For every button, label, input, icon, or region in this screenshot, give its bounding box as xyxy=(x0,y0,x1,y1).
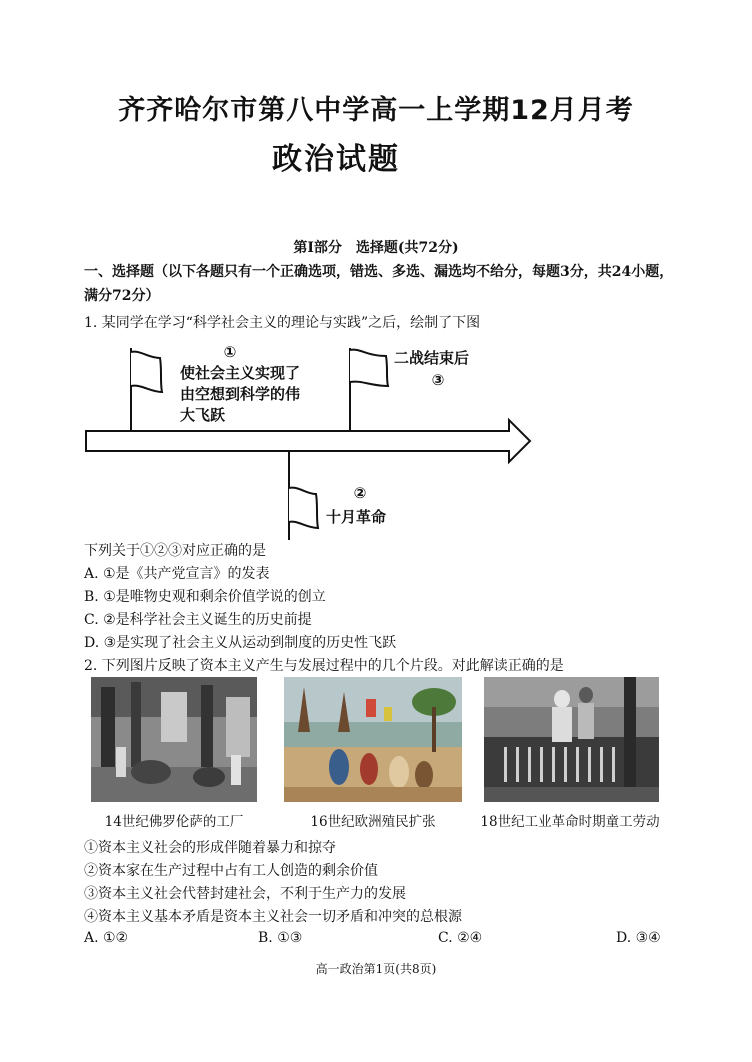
q2-stem: 2. 下列图片反映了资本主义产生与发展过程中的几个片段。对此解读正确的是 xyxy=(84,658,564,674)
timeline-arrow xyxy=(86,420,530,462)
q1-option-c: C. ②是科学社会主义诞生的历史前提 xyxy=(84,612,312,628)
photo-colonial-expansion xyxy=(284,677,462,802)
q2-option-d: D. ③④ xyxy=(616,930,661,946)
q2-option-a: A. ①② xyxy=(84,930,129,946)
q1-option-a: A. ①是《共产党宣言》的发表 xyxy=(84,566,270,582)
photo-child-labour xyxy=(484,677,659,802)
photo-florence-factory xyxy=(91,677,257,802)
part-heading: 第Ⅰ部分 选择题(共72分) xyxy=(293,240,459,256)
exam-title: 齐齐哈尔市第八中学高一上学期12月月考 xyxy=(118,95,634,126)
q2-statement-2: ②资本家在生产过程中占有工人创造的剩余价值 xyxy=(84,863,378,879)
flag3-number: ③ xyxy=(431,371,445,389)
q2-option-b: B. ①③ xyxy=(258,930,303,946)
page-footer: 高一政治第1页(共8页) xyxy=(315,962,437,976)
q2-statement-3: ③资本主义社会代替封建社会，不利于生产力的发展 xyxy=(84,886,406,902)
flag1-banner xyxy=(131,352,162,392)
exam-subject-title: 政治试题 xyxy=(272,142,400,177)
q2-option-c: C. ②④ xyxy=(438,930,483,946)
flag3-label: 二战结束后 xyxy=(394,349,470,367)
flag1-line1: 使社会主义实现了 xyxy=(180,364,301,382)
q1-option-b: B. ①是唯物史观和剩余价值学说的创立 xyxy=(84,589,326,605)
flag3-banner xyxy=(350,350,388,386)
caption-florence-factory: 14世纪佛罗伦萨的工厂 xyxy=(104,814,244,830)
caption-colonial-expansion: 16世纪欧洲殖民扩张 xyxy=(310,814,436,830)
flag2-label: 十月革命 xyxy=(326,508,387,526)
flag1-number: ① xyxy=(223,343,237,361)
q1-stem: 1. 某同学在学习“科学社会主义的理论与实践”之后，绘制了下图 xyxy=(84,315,481,331)
flag2-banner xyxy=(289,488,318,528)
q1-prompt: 下列关于①②③对应正确的是 xyxy=(84,543,266,559)
q2-statement-4: ④资本主义基本矛盾是资本主义社会一切矛盾和冲突的总根源 xyxy=(84,909,462,925)
caption-child-labour: 18世纪工业革命时期童工劳动 xyxy=(480,814,660,830)
q2-statement-1: ①资本主义社会的形成伴随着暴力和掠夺 xyxy=(84,840,336,856)
q1-option-d: D. ③是实现了社会主义从运动到制度的历史性飞跃 xyxy=(84,635,397,651)
flag1-line2: 由空想到科学的伟 xyxy=(180,385,301,403)
flag2-number: ② xyxy=(353,484,367,502)
section-heading: 一、选择题（以下各题只有一个正确选项，错选、多选、漏选均不给分，每题3分，共24小题，满分72分） xyxy=(84,264,674,304)
q1-timeline-figure xyxy=(84,340,544,540)
flag1-line3: 大飞跃 xyxy=(180,406,226,424)
